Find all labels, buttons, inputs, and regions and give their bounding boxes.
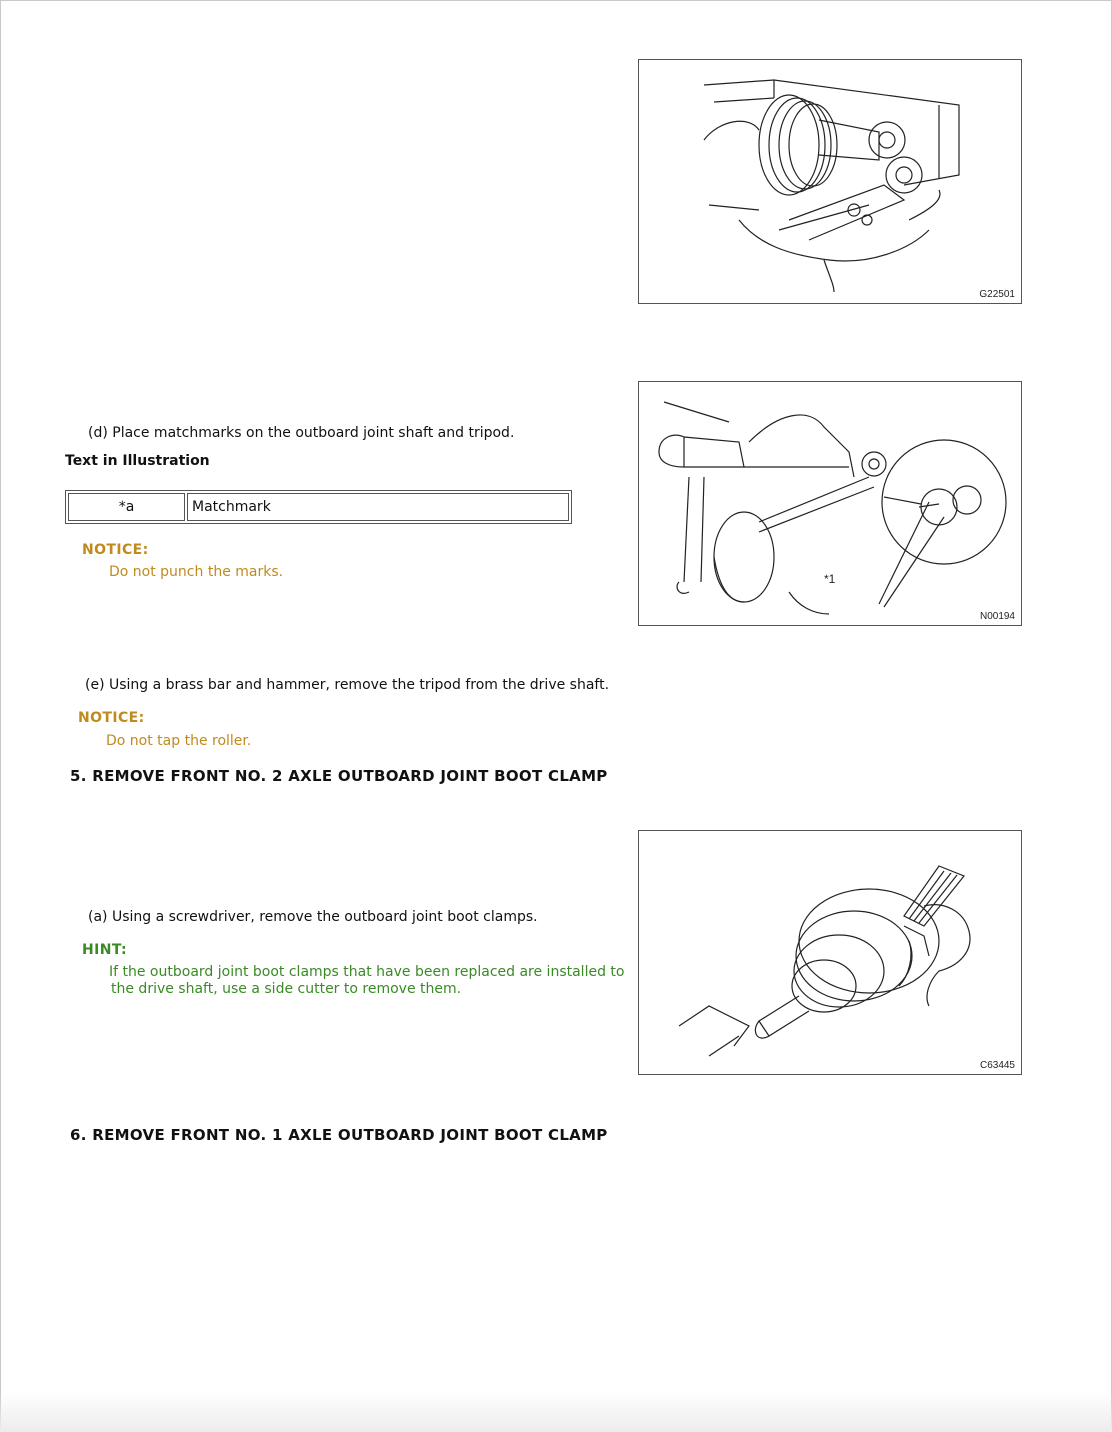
matchmark-illustration — [639, 382, 1023, 627]
hint-text-line-2: the drive shaft, use a side cutter to remove them. — [111, 981, 462, 997]
notice-text: Do not tap the roller. — [106, 733, 252, 749]
illustration-legend-table — [65, 490, 572, 524]
snap-ring-illustration — [639, 60, 1023, 305]
notice-title: NOTICE: — [82, 542, 149, 558]
section-6-heading: 6. REMOVE FRONT NO. 1 AXLE OUTBOARD JOINT BOOT CLAMP — [70, 1126, 608, 1144]
figure-snap-ring-removal — [638, 59, 1022, 304]
notice-text: Do not punch the marks. — [109, 564, 284, 580]
figure-matchmark — [638, 381, 1022, 626]
boot-clamp-illustration — [639, 831, 1023, 1076]
figure-code: C63445 — [979, 1060, 1015, 1071]
bottom-fade — [0, 1392, 1112, 1432]
section-5-heading: 5. REMOVE FRONT NO. 2 AXLE OUTBOARD JOINT BOOT CLAMP — [70, 767, 608, 785]
hint-text-line-1: If the outboard joint boot clamps that have been replaced are installed to — [109, 964, 625, 980]
section-5-step-a-text: (a) Using a screwdriver, remove the outboard joint boot clamps. — [88, 909, 538, 925]
text-in-illustration-heading: Text in Illustration — [65, 453, 210, 469]
figure-callout: *1 — [824, 572, 836, 586]
legend-key-cell: *a — [68, 493, 185, 521]
notice-title: NOTICE: — [78, 710, 145, 726]
step-d-text: (d) Place matchmarks on the outboard joint shaft and tripod. — [88, 425, 515, 441]
hint-title: HINT: — [82, 942, 128, 958]
legend-value-cell: Matchmark — [187, 493, 569, 521]
figure-code: G22501 — [979, 289, 1015, 300]
step-e-text: (e) Using a brass bar and hammer, remove the tripod from the drive shaft. — [85, 677, 610, 693]
figure-boot-clamp — [638, 830, 1022, 1075]
figure-code: N00194 — [979, 611, 1015, 622]
